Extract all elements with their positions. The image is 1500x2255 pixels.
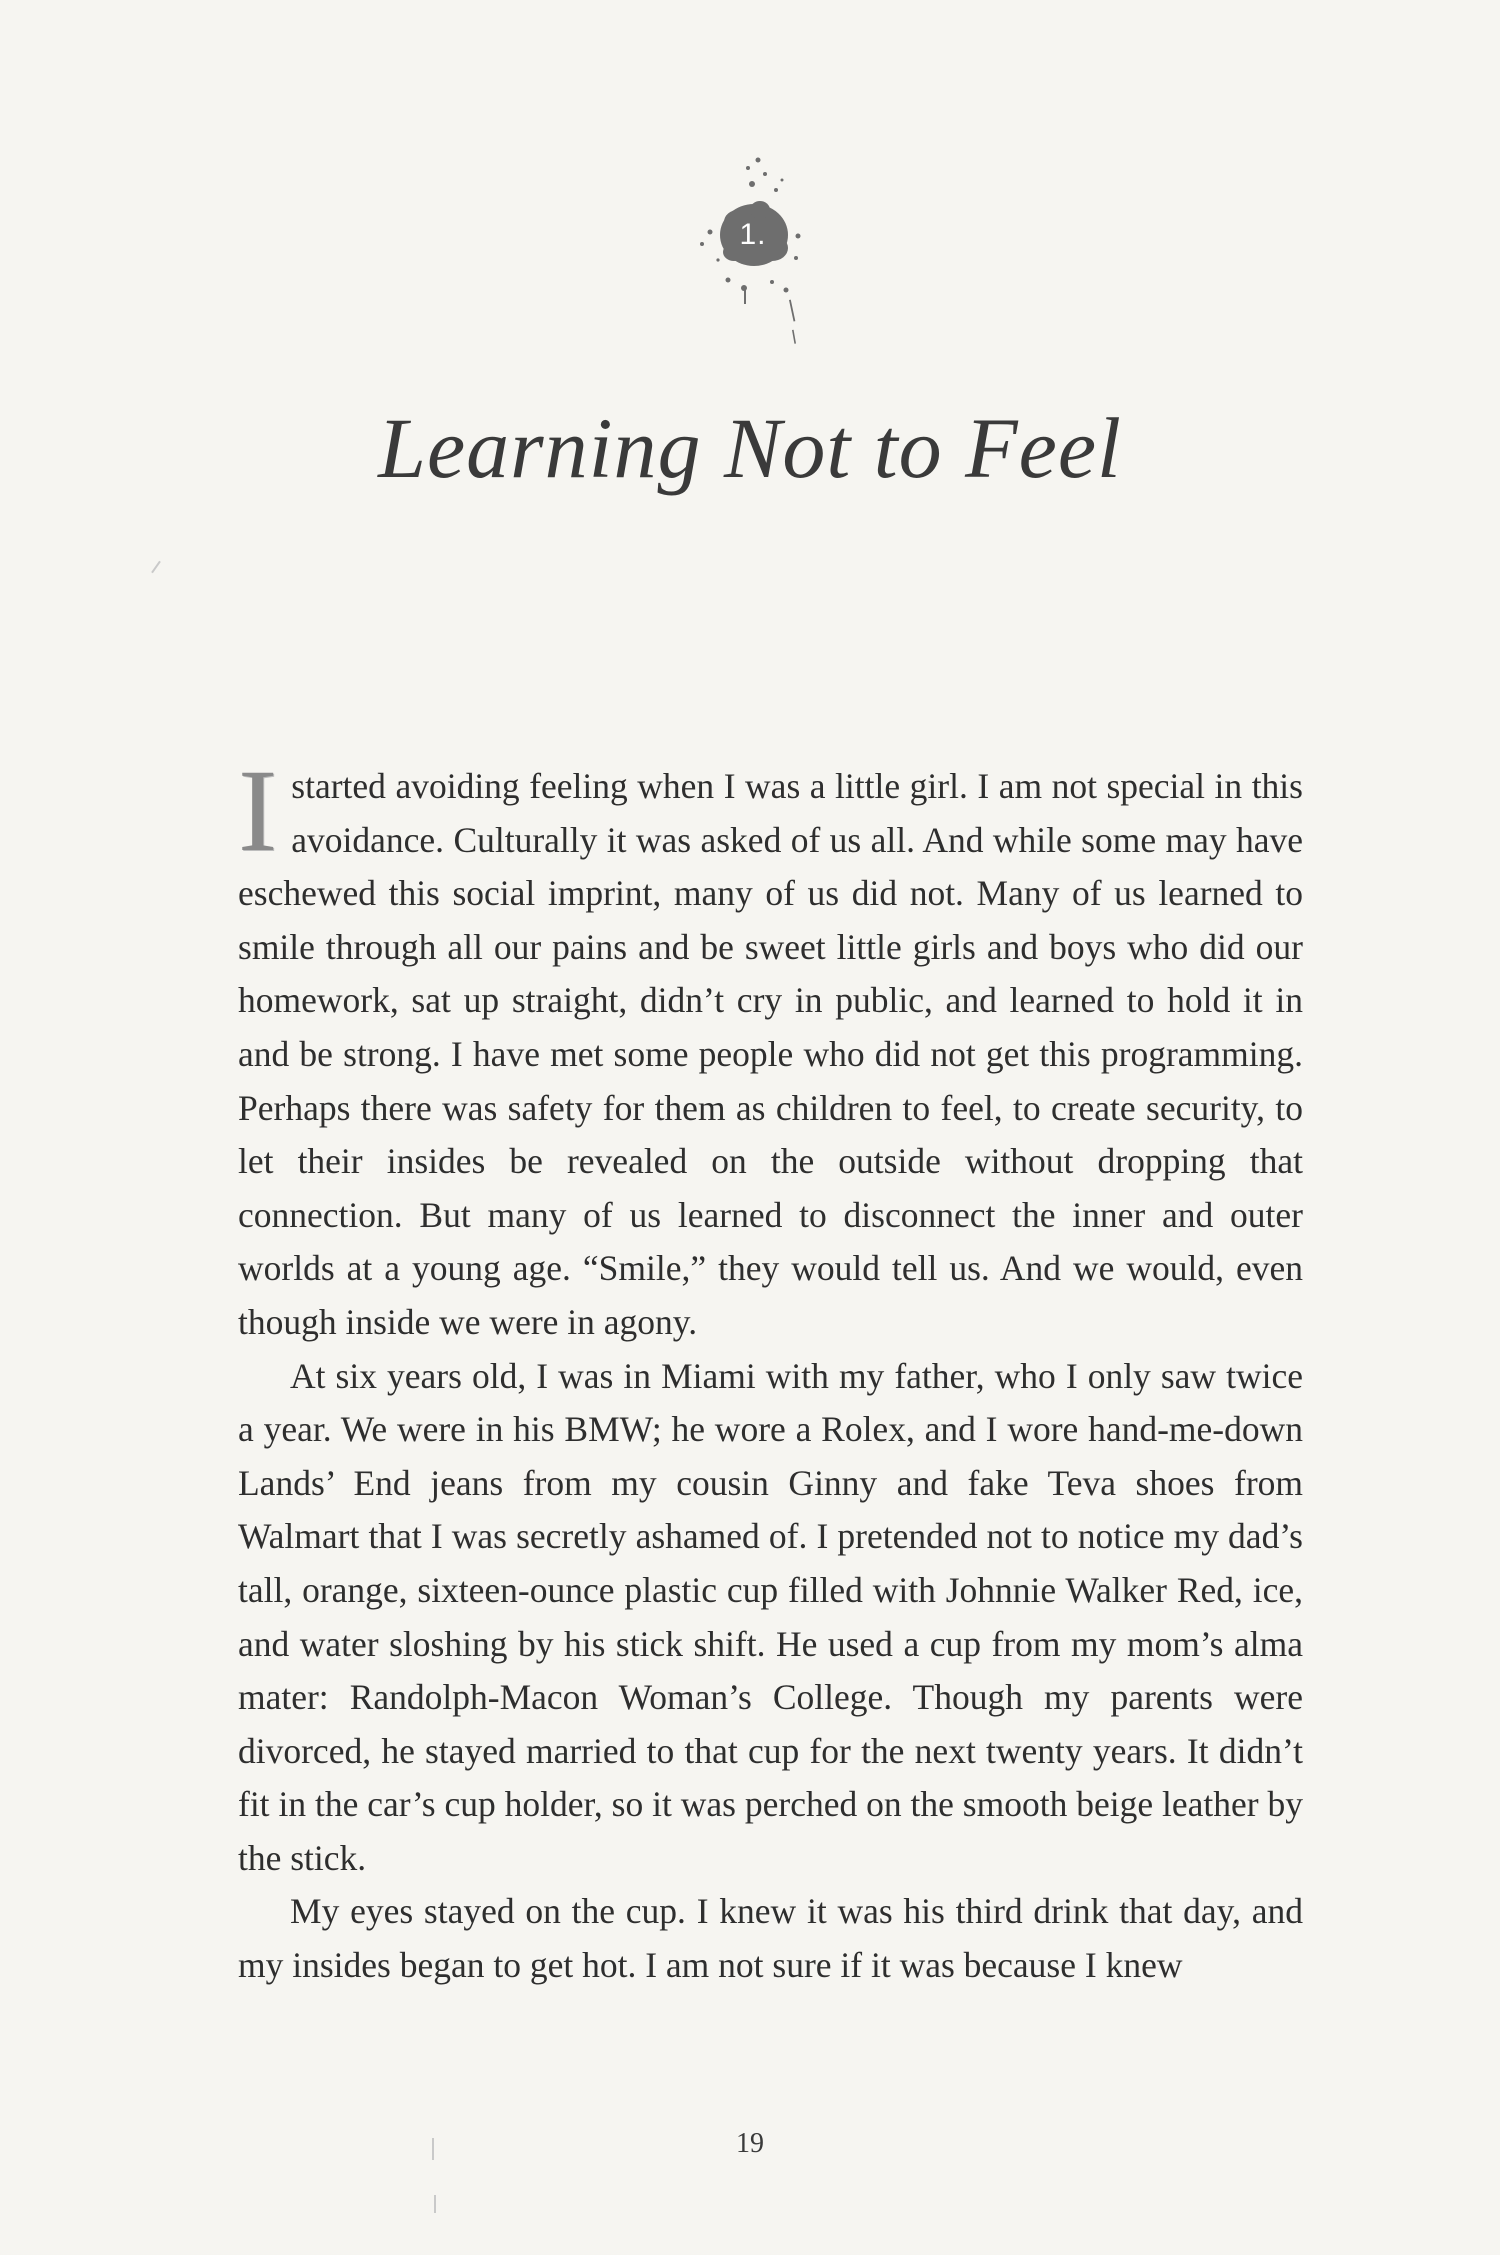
body-text [238, 745, 1303, 1993]
paragraph-3: My eyes stayed on the cup. I knew it was his third drink that day, and my insides began to get hot. I am not sure if it was because I knew [238, 1891, 1303, 1986]
chapter-title: Learning Not to Feel [378, 400, 1122, 496]
paragraph-1 [238, 745, 1303, 1350]
paragraph-2: At six years old, I was in Miami with my father, who I only saw twice a year. We were in his BMW; he wore a Rolex, and I wore hand-me-down Lands’ End jeans from my cousin Ginny and fake Teva shoes from Walmart that I was secretly ashamed of. I pretended not to notice my dad’s tall, orange, sixteen-ounce plastic cup filled with Johnnie Walker Red, ice, and water sloshing by his stick shift. He used a cup from my mom’s alma mater: Randolph-Macon Woman’s College. Though my parents were divorced, he stayed married to that cup for the next twenty years. It didn’t fit in the car’s cup holder, so it was perched on the smooth beige leather by the stick. [238, 1355, 1303, 1878]
drop-cap: I [238, 745, 278, 876]
page-number: 19 [736, 2128, 764, 2159]
scan-mark [151, 561, 161, 574]
chapter-number: 1. [739, 218, 767, 251]
chapter-ink-splatter [668, 140, 838, 370]
paragraph-1-text: started avoiding feeling when I was a little girl. I am not special in this avoidance. Culturally it was asked of us all. And while some may have eschewed this social imprint, many of us did not. Many of us learned to smile through all our pains and be sweet little girls and boys who did our homework, sat up straight, didn’t cry in public, and learned to hold it in and be strong. I have met some people who did not get this programming. Perhaps there was safety for them as children to feel, to create security, to let their insides be revealed on the outside without dropping that connection. But many of us learned to disconnect the inner and outer worlds at a young age. “Smile,” they would tell us. And we would, even though inside we were in agony. [238, 766, 1303, 1342]
ink-splatter-icon [668, 140, 838, 370]
scan-mark [434, 2195, 436, 2213]
